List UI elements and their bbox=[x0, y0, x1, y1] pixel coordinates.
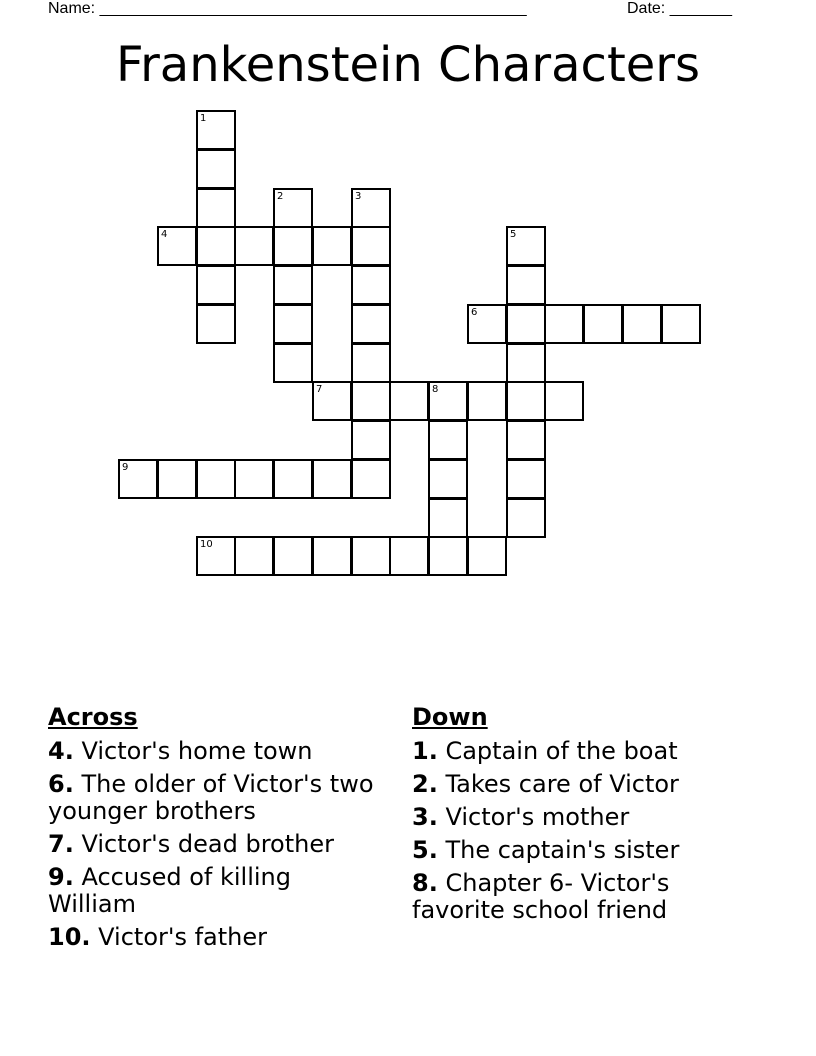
grid-cell[interactable] bbox=[544, 304, 584, 344]
across-heading: Across bbox=[48, 703, 138, 731]
grid-cell[interactable] bbox=[622, 304, 662, 344]
clue-number: 5. bbox=[412, 836, 438, 864]
grid-cell[interactable] bbox=[196, 188, 236, 228]
grid-cell[interactable] bbox=[273, 343, 313, 383]
date-field-label: Date: _______ bbox=[627, 0, 732, 17]
grid-cell[interactable] bbox=[312, 536, 352, 576]
clue-text: Takes care of Victor bbox=[445, 770, 679, 798]
down-clue bbox=[412, 837, 752, 864]
cell-number: 1 bbox=[200, 113, 207, 124]
grid-cell[interactable] bbox=[234, 459, 274, 499]
down-clues bbox=[412, 702, 752, 930]
grid-cell[interactable] bbox=[273, 536, 313, 576]
down-clue bbox=[412, 771, 752, 798]
grid-cell[interactable] bbox=[467, 536, 507, 576]
grid-cell[interactable] bbox=[506, 498, 546, 538]
grid-cell[interactable] bbox=[157, 226, 197, 266]
grid-cell[interactable] bbox=[118, 459, 158, 499]
across-clue bbox=[48, 771, 378, 825]
cell-number: 4 bbox=[161, 229, 168, 240]
clue-text: Victor's dead brother bbox=[81, 830, 334, 858]
grid-cell[interactable] bbox=[273, 265, 313, 305]
clue-text: Victor's mother bbox=[445, 803, 630, 831]
down-heading: Down bbox=[412, 703, 488, 731]
grid-cell[interactable] bbox=[506, 304, 546, 344]
grid-cell[interactable] bbox=[273, 188, 313, 228]
down-clue bbox=[412, 804, 752, 831]
clue-number: 10. bbox=[48, 923, 91, 951]
grid-cell[interactable] bbox=[351, 304, 391, 344]
cell-number: 7 bbox=[316, 384, 323, 395]
grid-cell[interactable] bbox=[351, 265, 391, 305]
grid-cell[interactable] bbox=[583, 304, 623, 344]
grid-cell[interactable] bbox=[312, 381, 352, 421]
clue-text: Captain of the boat bbox=[445, 737, 678, 765]
clue-number: 1. bbox=[412, 737, 438, 765]
clue-text: Chapter 6- Victor's favorite school friend bbox=[412, 869, 670, 924]
clue-number: 7. bbox=[48, 830, 74, 858]
across-clue bbox=[48, 831, 378, 858]
clue-number: 6. bbox=[48, 770, 74, 798]
cell-number: 9 bbox=[122, 462, 129, 473]
across-clues bbox=[48, 702, 378, 957]
grid-cell[interactable] bbox=[389, 536, 429, 576]
cell-number: 2 bbox=[277, 191, 284, 202]
clue-number: 4. bbox=[48, 737, 74, 765]
grid-cell[interactable] bbox=[467, 304, 507, 344]
grid-cell[interactable] bbox=[351, 188, 391, 228]
cell-number: 5 bbox=[510, 229, 517, 240]
grid-cell[interactable] bbox=[506, 420, 546, 460]
cell-number: 10 bbox=[200, 539, 213, 550]
grid-cell[interactable] bbox=[351, 459, 391, 499]
grid-cell[interactable] bbox=[351, 343, 391, 383]
grid-cell[interactable] bbox=[389, 381, 429, 421]
grid-cell[interactable] bbox=[312, 459, 352, 499]
grid-cell[interactable] bbox=[196, 304, 236, 344]
grid-cell[interactable] bbox=[196, 459, 236, 499]
across-clue bbox=[48, 738, 378, 765]
grid-cell[interactable] bbox=[273, 226, 313, 266]
grid-cell[interactable] bbox=[428, 459, 468, 499]
grid-cell[interactable] bbox=[234, 226, 274, 266]
clue-number: 3. bbox=[412, 803, 438, 831]
grid-cell[interactable] bbox=[506, 459, 546, 499]
grid-cell[interactable] bbox=[351, 536, 391, 576]
clue-text: The older of Victor's two younger brothers bbox=[48, 770, 374, 825]
across-clue bbox=[48, 864, 378, 918]
grid-cell[interactable] bbox=[351, 420, 391, 460]
clue-number: 2. bbox=[412, 770, 438, 798]
grid-cell[interactable] bbox=[273, 459, 313, 499]
cell-number: 3 bbox=[355, 191, 362, 202]
grid-cell[interactable] bbox=[196, 110, 236, 150]
down-clue bbox=[412, 738, 752, 765]
grid-cell[interactable] bbox=[196, 149, 236, 189]
clue-text: Victor's father bbox=[98, 923, 268, 951]
grid-cell[interactable] bbox=[661, 304, 701, 344]
grid-cell[interactable] bbox=[506, 226, 546, 266]
clue-text: Victor's home town bbox=[81, 737, 313, 765]
grid-cell[interactable] bbox=[544, 381, 584, 421]
grid-cell[interactable] bbox=[196, 536, 236, 576]
grid-cell[interactable] bbox=[428, 536, 468, 576]
grid-cell[interactable] bbox=[196, 265, 236, 305]
grid-cell[interactable] bbox=[506, 265, 546, 305]
grid-cell[interactable] bbox=[273, 304, 313, 344]
down-clue bbox=[412, 870, 752, 924]
grid-cell[interactable] bbox=[428, 381, 468, 421]
name-field-label: Name: ________________________________________________ bbox=[48, 0, 527, 17]
grid-cell[interactable] bbox=[312, 226, 352, 266]
clue-number: 9. bbox=[48, 863, 74, 891]
grid-cell[interactable] bbox=[428, 498, 468, 538]
grid-cell[interactable] bbox=[428, 420, 468, 460]
clue-number: 8. bbox=[412, 869, 438, 897]
clue-text: Accused of killing William bbox=[48, 863, 291, 918]
cell-number: 6 bbox=[471, 307, 478, 318]
grid-cell[interactable] bbox=[234, 536, 274, 576]
grid-cell[interactable] bbox=[506, 381, 546, 421]
grid-cell[interactable] bbox=[467, 381, 507, 421]
cell-number: 8 bbox=[432, 384, 439, 395]
across-clue bbox=[48, 924, 378, 951]
page-title: Frankenstein Characters bbox=[115, 37, 701, 93]
grid-cell[interactable] bbox=[196, 226, 236, 266]
grid-cell[interactable] bbox=[506, 343, 546, 383]
clue-text: The captain's sister bbox=[445, 836, 680, 864]
grid-cell[interactable] bbox=[351, 381, 391, 421]
grid-cell[interactable] bbox=[351, 226, 391, 266]
grid-cell[interactable] bbox=[157, 459, 197, 499]
